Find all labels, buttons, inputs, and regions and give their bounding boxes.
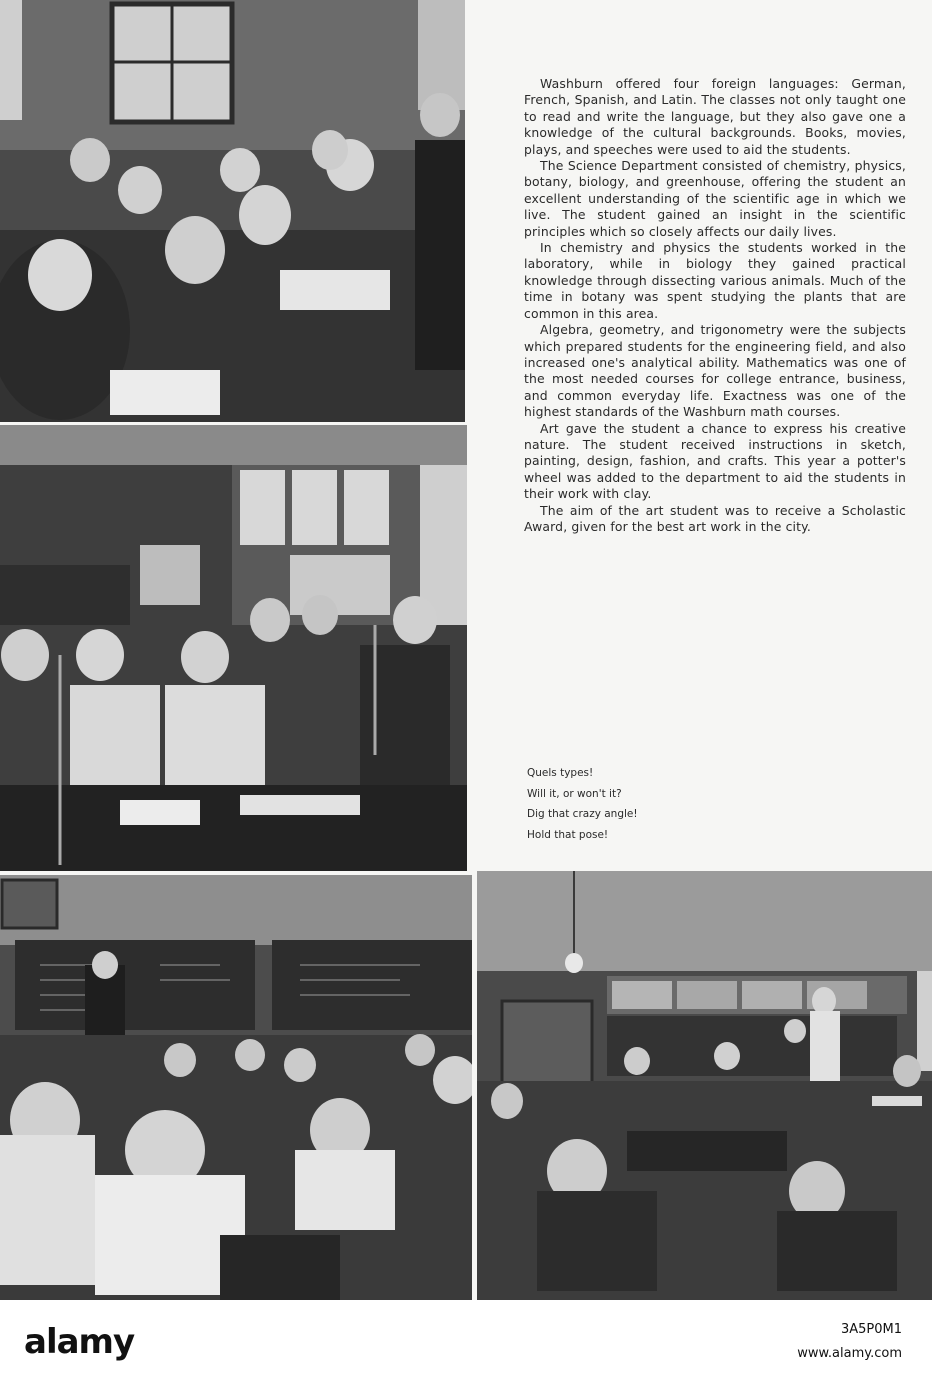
paragraph-art-award: The aim of the art student was to receive a Scholastic Award, given for the best art work in the city.: [524, 502, 906, 534]
photo-math-class: [0, 875, 472, 1300]
caption-3: Dig that crazy angle!: [527, 808, 638, 820]
watermark-image-id: 3A5P0M1: [840, 1322, 902, 1337]
article-body: [524, 76, 906, 535]
watermark-logo: alamy: [24, 1322, 135, 1362]
paragraph-chemistry-physics: In chemistry and physics the students worked in the laboratory, while in biology they gained practical knowledge through dissecting various animals. Much of the time in botany was spent studying the plants that are common in this area.: [524, 240, 906, 321]
caption-4: Hold that pose!: [527, 828, 609, 841]
photo-captions: [527, 763, 638, 845]
photo-language-class: [0, 0, 465, 422]
caption-1: Quels types!: [527, 767, 594, 779]
paragraph-foreign-languages: Washburn offered four foreign languages: German, French, Spanish, and Latin. The classes not only taught one to read and write the language, but they also gave one a knowledge of the cultural backgrounds. Books, movies, plays, and speeches were used to aid the students.: [524, 76, 906, 157]
paragraph-art: Art gave the student a chance to express his creative nature. The student received instructions in sketch, painting, design, fashion, and crafts. This year a potter's wheel was added to the department to aid the students in their work with clay.: [524, 420, 906, 502]
paragraph-mathematics: Algebra, geometry, and trigonometry were the subjects which prepared students for the engineering field, and also increased one's analytical ability. Mathematics was one of the most needed courses for college entrance, business, and common everyday life. Exactness was one of the highest standards of the Washburn math courses.: [524, 322, 906, 420]
watermark-url: www.alamy.com: [797, 1346, 902, 1361]
photo-science-lab: [0, 425, 467, 871]
photo-art-class: [477, 871, 932, 1300]
paragraph-science-department: The Science Department consisted of chemistry, physics, botany, biology, and greenhouse, offering the student an excellent understanding of the scientific age in which we live. The student gained an insight in the scientific principles which so closely affects our daily lives.: [524, 158, 906, 239]
watermark-bar: [0, 1300, 932, 1390]
caption-2: Will it, or won't it?: [527, 787, 622, 800]
